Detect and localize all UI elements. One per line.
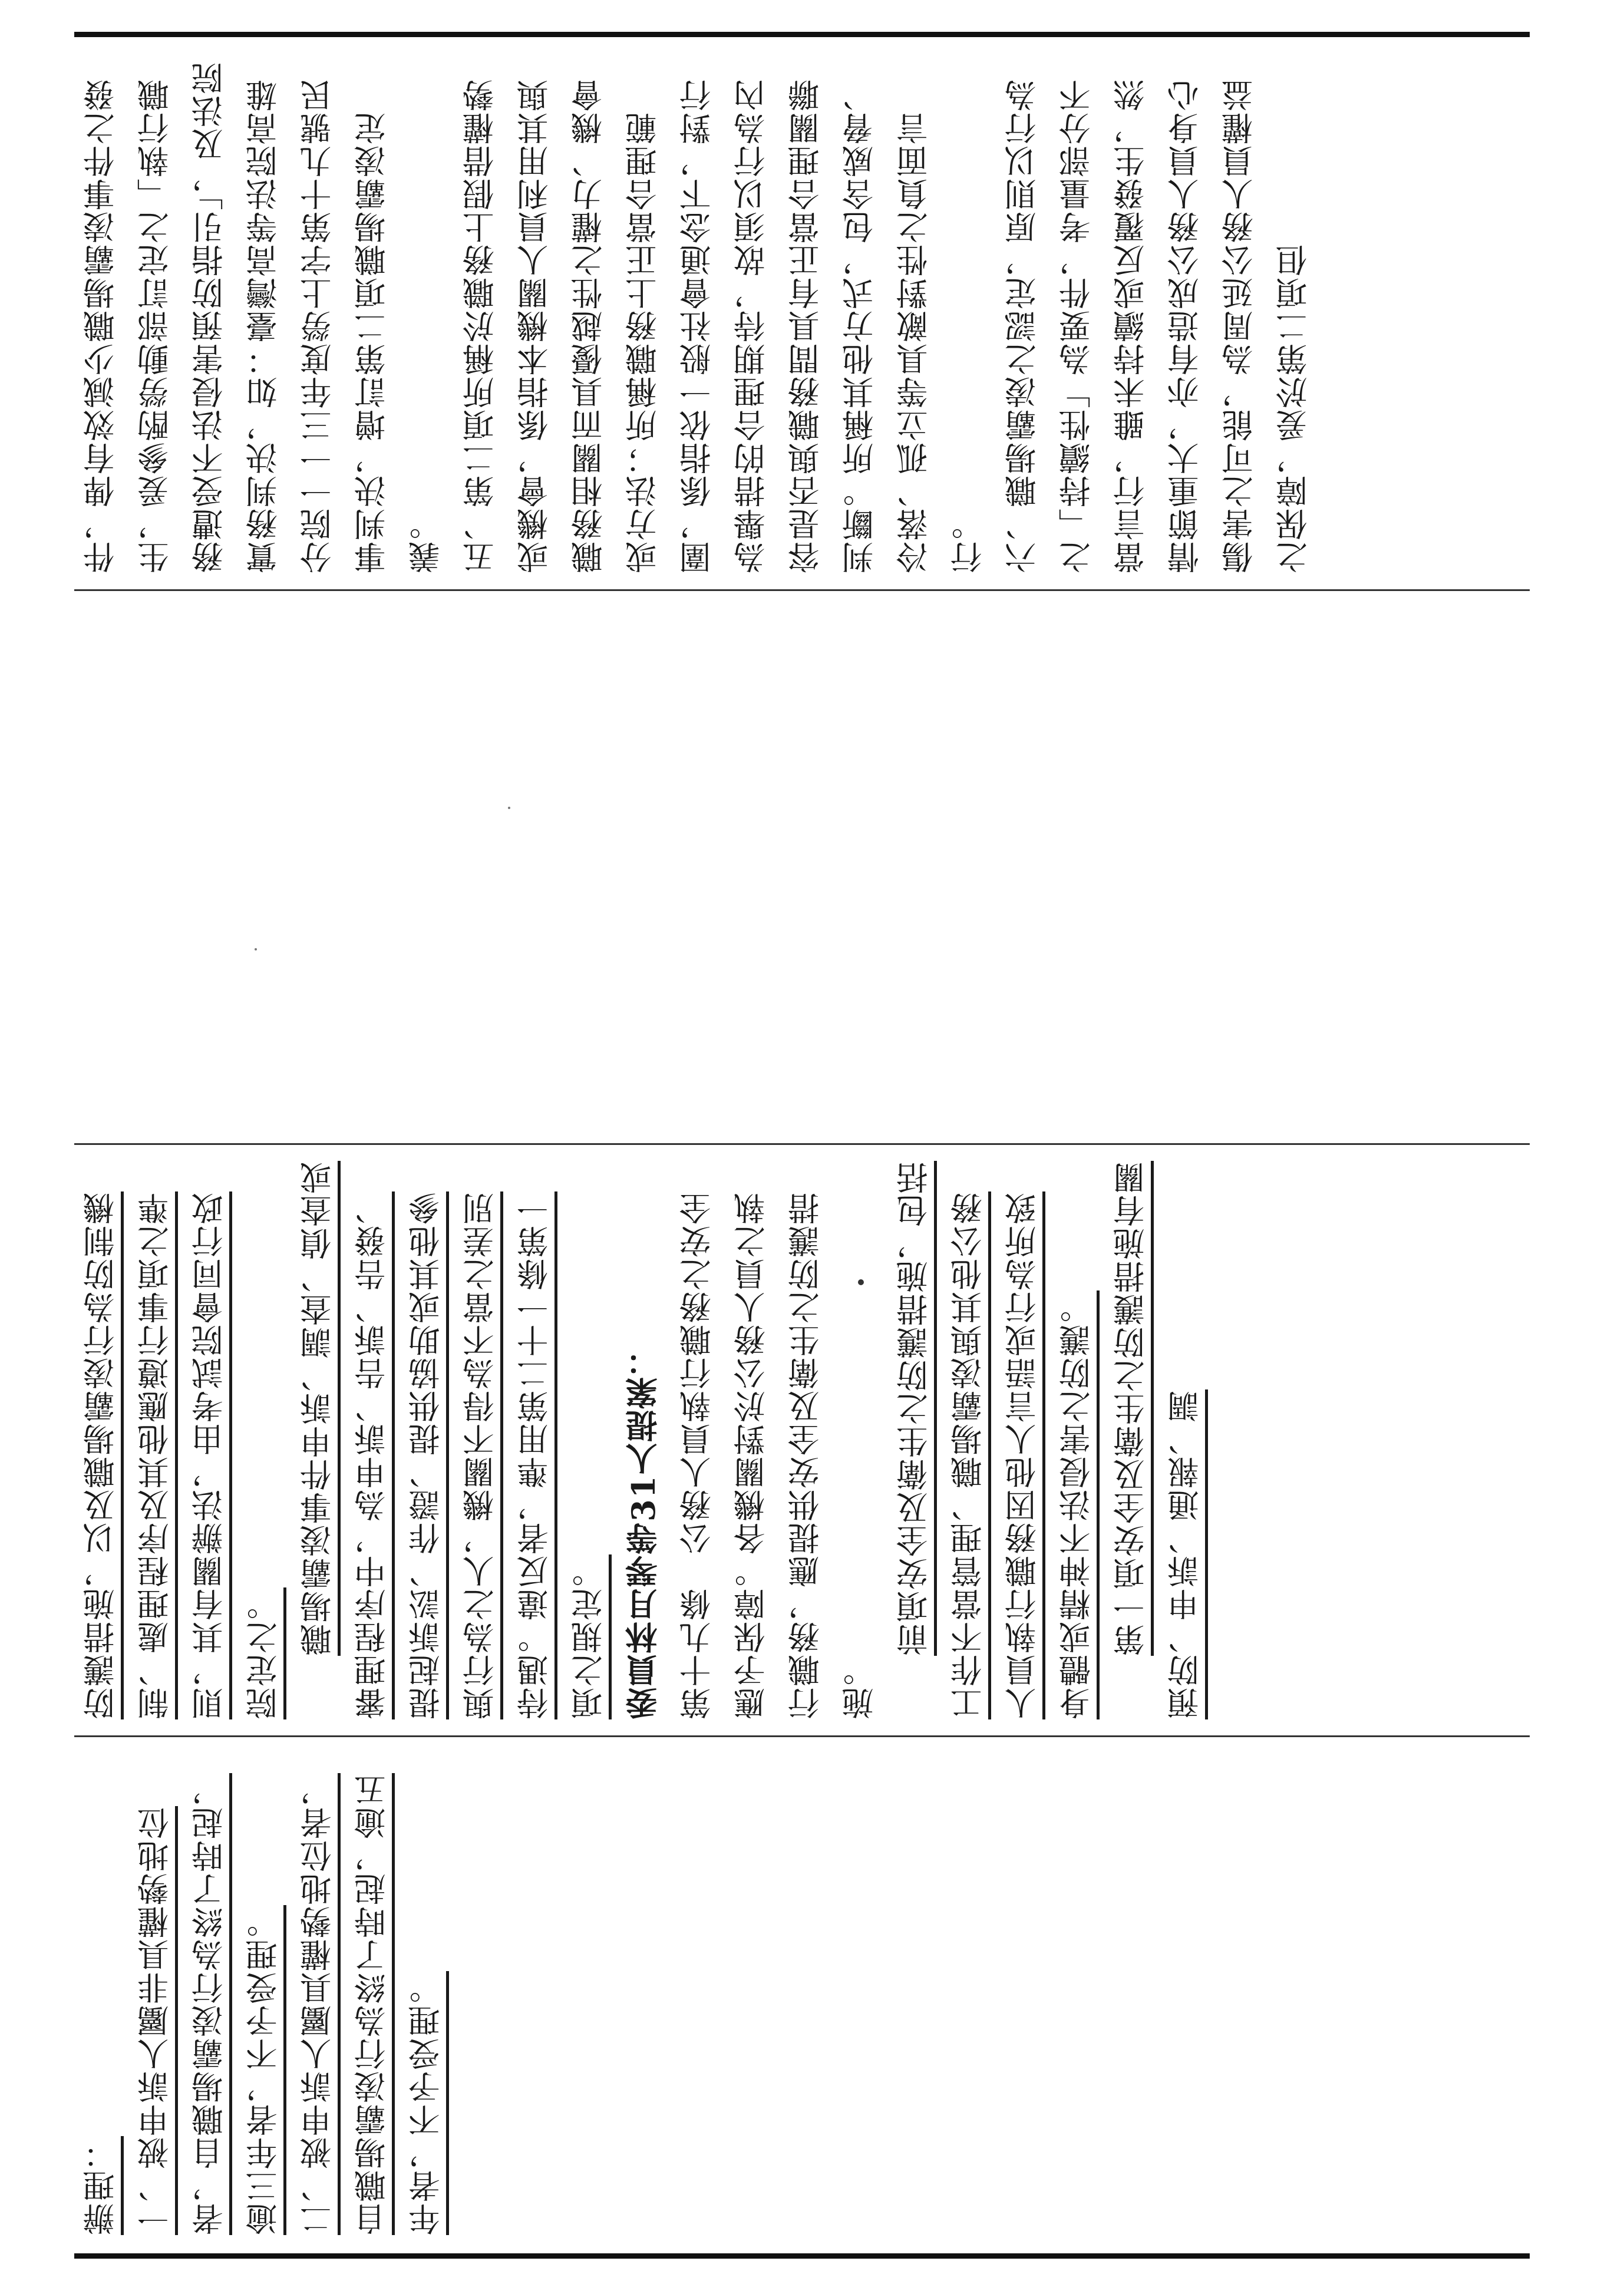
paragraph: 二、被申訴人屬具權勢地位者，自職場霸凌行為終了時起，逾五年者，不予受理。 <box>299 1773 445 2235</box>
column-bottom <box>74 1752 1530 2235</box>
top-rule <box>74 2253 1530 2259</box>
bottom-rule <box>74 32 1530 37</box>
proposal-heading: 委員林月琴等31人提案： <box>625 1342 662 1719</box>
scan-speck <box>508 807 510 809</box>
scan-speck <box>858 1279 864 1285</box>
paragraph: 防護措施，以及職場霸凌行為防制機制、處理程序及其他應遵行事項之準則，其有關辦法，由考試院會同行政院定之。 <box>82 1191 282 1719</box>
paragraph: 五、第二項所稱於職務上假借權勢或機會，係指本機關人員利用其與職務相關而具優越性之權力、機會或方法；所稱職務上正當合理範圍，係指依一般社會通念下，對行為舉措的合理期待，故須以行為內容是否與職務間具有正當合理關聯判斷。所稱其他方式，包含威脅、冷落、孤立等具敵對性之負面言行。 <box>462 78 987 573</box>
paragraph: 第十九條 公務人員執行職務之安全應予保障。各機關對於公務人員之執行職務，應提供安全及衛生之防護措施。 <box>679 1191 879 1719</box>
column-bottom-text <box>74 1752 1530 2235</box>
column-divider <box>74 589 1530 591</box>
paragraph: 第一項安全及衛生之防護措施有關預防、申訴、通報、調 <box>1113 1161 1204 1719</box>
column-divider <box>74 1143 1530 1145</box>
paragraph: 一、被申訴人屬非具權勢地位者，自職場霸凌行為終了時起，逾三年者，不予受理。 <box>137 1773 282 2235</box>
paragraph: 件，俾有效減少職場霸凌事件之發生，爰參酌勞動部訂定之「執行職務遭受不法侵害預防指引」，及法院實務判決，如：臺灣高等法院高雄分院一一三年度勞上字第十九號民事判決，增訂第二項職場霸凌定義。 <box>82 61 445 573</box>
paragraph: 前項安全及衛生之防護措施，包括工作不當管理、職場霸凌與其他公務人員執行職務因他人言語或行為所致身體或精神不法侵害之防護。 <box>896 1161 1095 1719</box>
paragraph: 職場霸凌事件申訴、調查、偵查或審理程序中，為申訴、告訴、告發、提起訴訟、作證、提供協助或其他參與行為之人，機關不得為不當之差別待遇。違反者，準用第二十一條第一項之規定。 <box>299 1161 608 1719</box>
column-top-text <box>74 49 1530 573</box>
paragraph: 辦理： <box>82 2136 120 2235</box>
column-middle-text <box>74 1160 1530 1719</box>
paragraph: 六、職場霸凌之認定，原則以行為之「持續性」為要件，考量部分不當言行，雖未持續或反覆發生，然情節重大，亦有造成公務人員身心傷害之可能，為周延公務人員權益之保障，爰於第二項但 <box>1004 78 1312 573</box>
scan-speck <box>255 948 257 950</box>
column-top <box>74 49 1530 573</box>
column-divider <box>74 1735 1530 1737</box>
column-middle <box>74 1160 1530 1719</box>
